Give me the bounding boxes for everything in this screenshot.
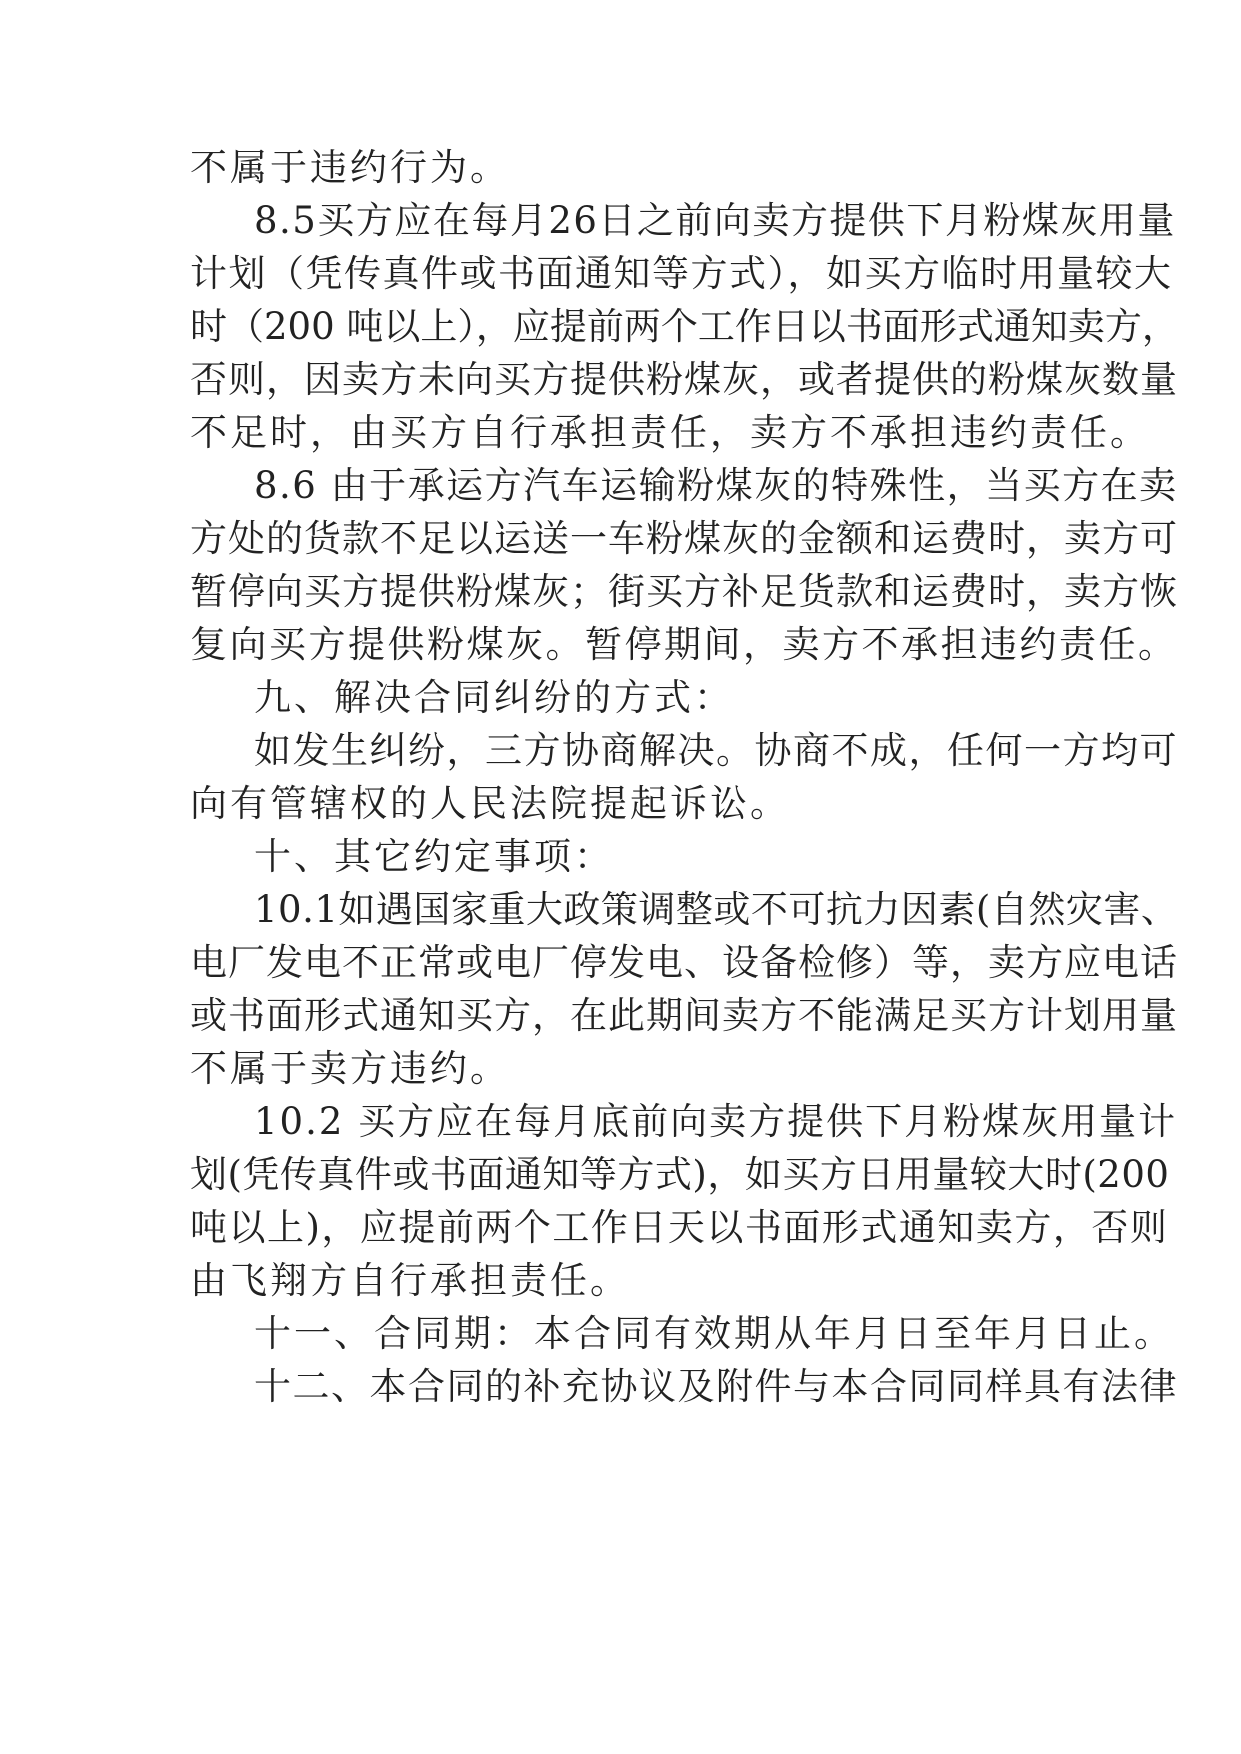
text-line-20: 划(凭传真件或书面通知等方式)，如买方日用量较大时(200 bbox=[190, 1153, 1170, 1196]
section-heading-11: 十一、合同期：本合同有效期从年月日至年月日止。 bbox=[254, 1312, 1174, 1355]
text-line-6: 不足时，由买方自行承担责任，卖方不承担违约责任。 bbox=[190, 411, 1150, 454]
text-line-8: 方处的货款不足以运送一车粉煤灰的金额和运费时，卖方可 bbox=[190, 517, 1178, 560]
text-line-1: 不属于违约行为。 bbox=[190, 146, 510, 189]
text-line-21: 吨以上)，应提前两个工作日天以书面形式通知卖方，否则 bbox=[190, 1206, 1169, 1249]
section-heading-9: 九、解决合同纠纷的方式： bbox=[254, 676, 734, 719]
section-heading-12: 十二、本合同的补充协议及附件与本合同同样具有法律 bbox=[254, 1365, 1178, 1408]
text-line-18: 不属于卖方违约。 bbox=[190, 1047, 510, 1090]
text-line-9: 暂停向买方提供粉煤灰；街买方补足货款和运费时，卖方恢 bbox=[190, 570, 1178, 613]
text-line-7: 8.6 由于承运方汽车运输粉煤灰的特殊性，当买方在卖 bbox=[254, 464, 1178, 507]
text-line-2: 8.5买方应在每月26日之前向卖方提供下月粉煤灰用量 bbox=[254, 199, 1176, 242]
text-line-16: 电厂发电不正常或电厂停发电、设备检修）等，卖方应电话 bbox=[190, 941, 1178, 984]
text-line-10: 复向买方提供粉煤灰。暂停期间，卖方不承担违约责任。 bbox=[190, 623, 1178, 666]
section-heading-10: 十、其它约定事项： bbox=[254, 835, 614, 878]
text-line-4: 时（200 吨以上），应提前两个工作日以书面形式通知卖方， bbox=[190, 305, 1179, 348]
text-line-22: 由飞翔方自行承担责任。 bbox=[190, 1259, 630, 1302]
text-line-12: 如发生纠纷，三方协商解决。协商不成，任何一方均可 bbox=[254, 729, 1178, 772]
text-line-5: 否则，因卖方未向买方提供粉煤灰，或者提供的粉煤灰数量 bbox=[190, 358, 1178, 401]
text-line-3: 计划（凭传真件或书面通知等方式），如买方临时用量较大 bbox=[190, 252, 1173, 295]
text-line-13: 向有管辖权的人民法院提起诉讼。 bbox=[190, 782, 790, 825]
text-line-17: 或书面形式通知买方，在此期间卖方不能满足买方计划用量 bbox=[190, 994, 1178, 1037]
text-line-15: 10.1如遇国家重大政策调整或不可抗力因素(自然灾害、 bbox=[254, 888, 1179, 931]
text-line-19: 10.2 买方应在每月底前向卖方提供下月粉煤灰用量计 bbox=[254, 1100, 1178, 1143]
